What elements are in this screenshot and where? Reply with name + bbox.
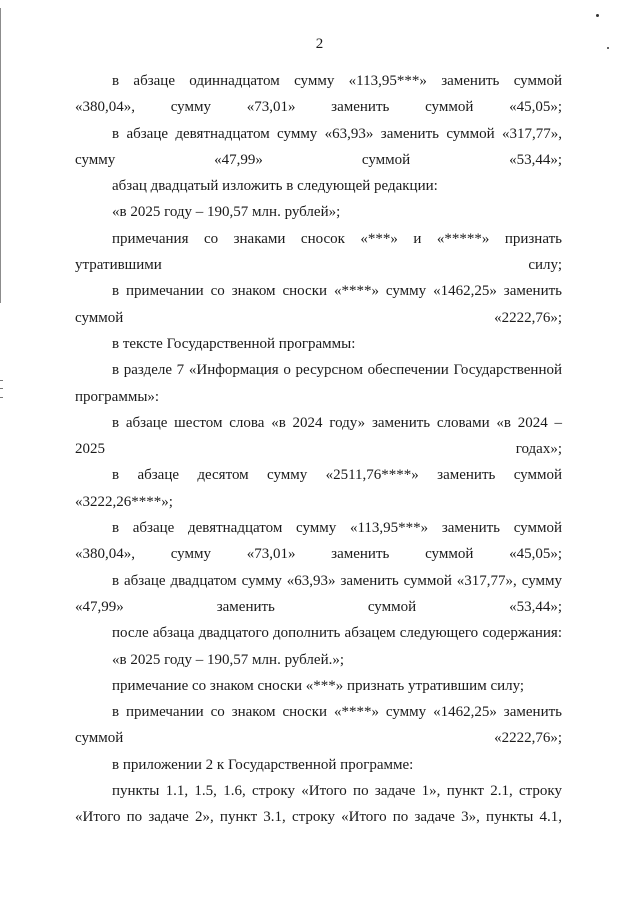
paragraph: в абзаце шестом слова «в 2024 году» заменить словами «в 2024 – 2025 годах»; <box>75 414 562 458</box>
paragraph: абзац двадцатый изложить в следующей редакции: <box>112 178 438 195</box>
scan-edge-tick <box>0 380 3 381</box>
scan-speck <box>596 14 599 17</box>
paragraph: в тексте Государственной программы: <box>112 335 356 352</box>
paragraph: в приложении 2 к Государственной программе: <box>112 756 414 773</box>
paragraph: в абзаце девятнадцатом сумму «113,95***» заменить суммой «380,04», сумму «73,01» заменить суммой «45,05»; <box>75 520 562 563</box>
paragraph: примечание со знаком сноски «***» признать утратившим силу; <box>112 677 525 694</box>
paragraph: в абзаце двадцатом сумму «63,93» заменить суммой «317,77», сумму «47,99» заменить суммой «53,44»; <box>75 572 562 615</box>
scan-edge-tick <box>0 397 3 398</box>
paragraph: в примечании со знаком сноски «****» сумму «1462,25» заменить суммой «2222,76»; <box>75 283 562 326</box>
paragraph: «в 2025 году – 190,57 млн. рублей.»; <box>112 651 345 668</box>
paragraph: в разделе 7 «Информация о ресурсном обеспечении Государственной программы»: <box>75 362 562 405</box>
paragraph: в примечании со знаком сноски «****» сумму «1462,25» заменить суммой «2222,76»; <box>75 704 562 747</box>
scan-edge-tick <box>0 388 3 389</box>
paragraph: в абзаце девятнадцатом сумму «63,93» заменить суммой «317,77», сумму «47,99» суммой «53,44»; <box>75 125 562 168</box>
page-number: 2 <box>315 36 324 52</box>
paragraph: в абзаце десятом сумму «2511,76****» заменить суммой «3222,26****»; <box>75 467 562 510</box>
paragraph: «в 2025 году – 190,57 млн. рублей»; <box>112 204 341 221</box>
paragraph: в абзаце одиннадцатом сумму «113,95***» заменить суммой «380,04», сумму «73,01» заменить суммой «45,05»; <box>75 73 562 116</box>
paragraph: после абзаца двадцатого дополнить абзацем следующего содержания: <box>112 625 562 642</box>
paragraph: пункты 1.1, 1.5, 1.6, строку «Итого по задаче 1», пункт 2.1, строку «Итого по задаче 2», пункт 3.1, строку «Итого по задаче 3», пункты 4.1, <box>75 783 562 826</box>
paragraph: примечания со знаками сносок «***» и «*****» признать утратившими силу; <box>75 230 562 274</box>
document-body <box>75 68 562 831</box>
